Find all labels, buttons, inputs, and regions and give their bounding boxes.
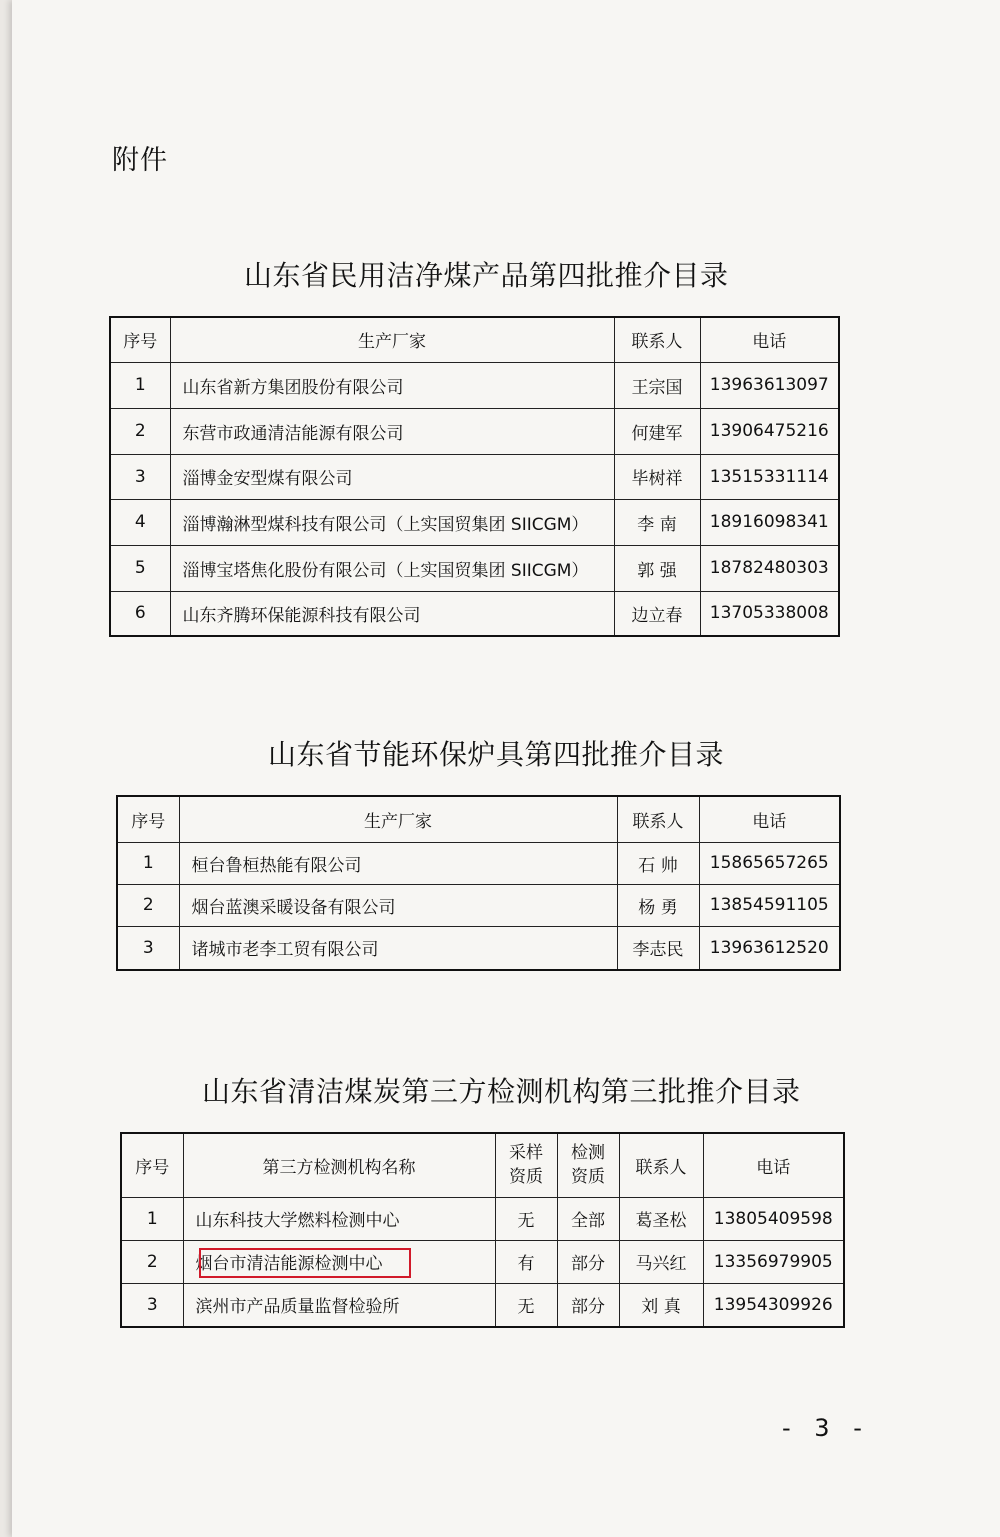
row-phone: 13963612520 [699, 926, 840, 970]
header-contact: 联系人 [617, 796, 699, 842]
header-agency-name: 第三方检测机构名称 [183, 1133, 495, 1197]
header-maker: 生产厂家 [170, 317, 614, 362]
row-maker: 淄博金安型煤有限公司 [170, 454, 614, 499]
row-phone: 13963613097 [700, 362, 839, 408]
row-phone: 13805409598 [703, 1197, 844, 1240]
row-sampling: 有 [495, 1240, 557, 1283]
row-contact: 葛圣松 [619, 1197, 703, 1240]
table-row [117, 884, 840, 926]
row-agency-name: 烟台市清洁能源检测中心 [183, 1240, 495, 1283]
header-contact: 联系人 [614, 317, 700, 362]
table-row [121, 1197, 844, 1240]
table3-title: 山东省清洁煤炭第三方检测机构第三批推介目录 [202, 1075, 801, 1108]
row-contact: 马兴红 [619, 1240, 703, 1283]
header-no: 序号 [121, 1133, 183, 1197]
table-row [110, 545, 839, 591]
header-testing-line1: 检测 [571, 1143, 605, 1164]
header-phone: 电话 [699, 796, 840, 842]
table-row [121, 1283, 844, 1327]
row-phone: 13356979905 [703, 1240, 844, 1283]
table-row [117, 842, 840, 884]
row-maker: 山东省新方集团股份有限公司 [170, 362, 614, 408]
table2-title: 山东省节能环保炉具第四批推介目录 [268, 738, 725, 771]
page-number: - 3 - [782, 1414, 870, 1442]
table-row [110, 362, 839, 408]
row-no: 4 [110, 499, 170, 545]
row-testing: 部分 [557, 1283, 619, 1327]
row-testing: 全部 [557, 1197, 619, 1240]
header-phone: 电话 [703, 1133, 844, 1197]
row-phone: 13515331114 [700, 454, 839, 499]
table-row [110, 591, 839, 636]
row-no: 2 [121, 1240, 183, 1283]
row-phone: 13954309926 [703, 1283, 844, 1327]
header-no: 序号 [117, 796, 179, 842]
row-contact: 李志民 [617, 926, 699, 970]
row-maker: 桓台鲁桓热能有限公司 [179, 842, 617, 884]
row-no: 2 [117, 884, 179, 926]
table-header-row [121, 1133, 844, 1197]
row-maker: 诸城市老李工贸有限公司 [179, 926, 617, 970]
row-contact: 刘 真 [619, 1283, 703, 1327]
row-agency-name: 滨州市产品质量监督检验所 [183, 1283, 495, 1327]
header-no: 序号 [110, 317, 170, 362]
row-agency-name: 山东科技大学燃料检测中心 [183, 1197, 495, 1240]
header-testing-line2: 资质 [571, 1167, 605, 1188]
row-sampling: 无 [495, 1283, 557, 1327]
row-phone: 15865657265 [699, 842, 840, 884]
header-testing-qualification [557, 1133, 619, 1197]
row-no: 5 [110, 545, 170, 591]
header-sampling-qualification [495, 1133, 557, 1197]
row-phone: 13705338008 [700, 591, 839, 636]
row-maker: 烟台蓝澳采暖设备有限公司 [179, 884, 617, 926]
row-contact: 石 帅 [617, 842, 699, 884]
row-testing: 部分 [557, 1240, 619, 1283]
row-maker: 淄博宝塔焦化股份有限公司（上实国贸集团 SIICGM） [170, 545, 614, 591]
row-contact: 边立春 [614, 591, 700, 636]
row-no: 1 [117, 842, 179, 884]
row-no: 1 [110, 362, 170, 408]
row-phone: 18916098341 [700, 499, 839, 545]
attachment-label: 附件 [112, 145, 168, 176]
table-row [110, 454, 839, 499]
row-maker: 淄博瀚淋型煤科技有限公司（上实国贸集团 SIICGM） [170, 499, 614, 545]
header-phone: 电话 [700, 317, 839, 362]
row-maker: 东营市政通清洁能源有限公司 [170, 408, 614, 454]
row-contact: 毕树祥 [614, 454, 700, 499]
row-no: 3 [117, 926, 179, 970]
row-contact: 何建军 [614, 408, 700, 454]
row-contact: 郭 强 [614, 545, 700, 591]
document-page [12, 0, 1000, 1537]
table-header-row [117, 796, 840, 842]
row-contact: 王宗国 [614, 362, 700, 408]
row-no: 3 [121, 1283, 183, 1327]
table-row [117, 926, 840, 970]
row-phone: 13854591105 [699, 884, 840, 926]
row-no: 2 [110, 408, 170, 454]
row-no: 6 [110, 591, 170, 636]
row-contact: 李 南 [614, 499, 700, 545]
row-no: 1 [121, 1197, 183, 1240]
highlight-box [199, 1248, 411, 1278]
header-sampling-line1: 采样 [509, 1143, 543, 1164]
table-header-row [110, 317, 839, 362]
row-contact: 杨 勇 [617, 884, 699, 926]
table1-title: 山东省民用洁净煤产品第四批推介目录 [244, 259, 729, 292]
row-maker: 山东齐腾环保能源科技有限公司 [170, 591, 614, 636]
testing-agency-table [120, 1132, 845, 1328]
header-maker: 生产厂家 [179, 796, 617, 842]
header-contact: 联系人 [619, 1133, 703, 1197]
row-sampling: 无 [495, 1197, 557, 1240]
row-phone: 18782480303 [700, 545, 839, 591]
table-row [110, 499, 839, 545]
clean-coal-table [109, 316, 840, 637]
table-row [110, 408, 839, 454]
stove-table [116, 795, 841, 971]
header-sampling-line2: 资质 [509, 1167, 543, 1188]
row-phone: 13906475216 [700, 408, 839, 454]
row-no: 3 [110, 454, 170, 499]
